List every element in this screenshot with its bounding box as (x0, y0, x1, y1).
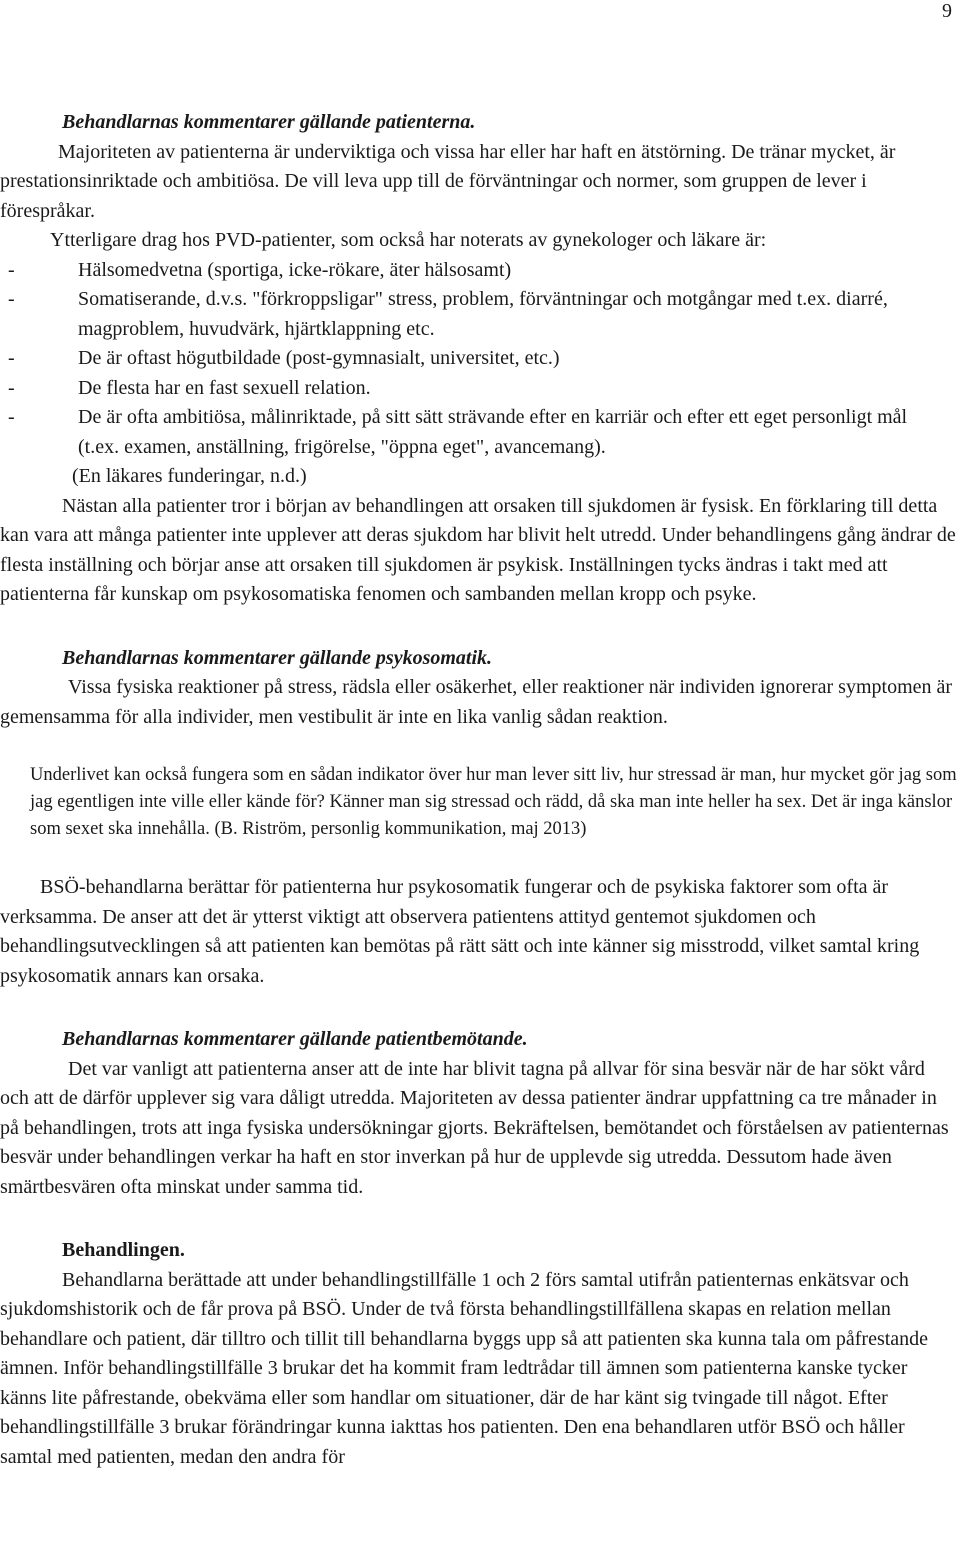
spacer (0, 732, 958, 762)
paragraph-psychosomatics-reactions: Vissa fysiska reaktioner på stress, rädsla eller osäkerhet, eller reaktioner när individen ignorerar symptomen är gemensamma för alla individer, men vestibulit är inte en lika vanlig sådan reaktion. (0, 676, 953, 728)
paragraph-treatment: Behandlarna berättade att under behandlingstillfälle 1 och 2 förs samtal utifrån patienternas enkätsvar och sjukdomshistorik och de får prova på BSÖ. Under de två första behandlingstillfällena skapas en relation mellan behandlare och patient, där tilltro och tillit till behandlarna byggs upp så att patienten ska kunna tala om påfrestande ämnen. Inför behandlingstillfälle 3 brukar det ha kommit fram ledtrådar till ämnen som patienterna kanske tycker känns lite påfrestande, obekväma eller som handlar om situationer, där de har känt sig tvingade till något. Efter behandlingstillfälle 3 brukar förändringar kunna iakttas hos patienten. Den ena behandlaren utför BSÖ och håller samtal med patienten, medan den andra för (0, 1268, 929, 1468)
spacer (0, 991, 958, 1025)
section-heading-treatment: Behandlingen. (62, 1239, 185, 1261)
paragraph-patients-belief: Nästan alla patienter tror i början av behandlingen att orsaken till sjukdomen är fysisk. En förklaring till detta kan vara att många patienter inte upplever att deras sjukdom har blivit helt utredd. Under behandlingens gång ändrar de flesta inställning och börjar anse att orsaken till sjukdomen är psykisk. Inställningen tycks ändras i takt med att patienterna får kunskap om psykosomatiska fenomen och sambanden mellan kropp och psyke. (0, 494, 956, 605)
list-item (0, 256, 958, 286)
spacer (0, 610, 958, 644)
document-body (0, 108, 958, 1472)
block-quote: Underlivet kan också fungera som en sådan indikator över hur man lever sitt liv, hur stressad är man, hur mycket gör jag som jag egentligen inte ville eller kände för? Känner man sig stressad och rädd, då ska man inte heller ha sex. Det är inga känslor som sexet ska innehålla. (B. Riström, personlig kommunikation, maj 2013) (30, 765, 957, 839)
page-number: 9 (942, 0, 952, 22)
dash-bullet: - (8, 258, 15, 281)
list-item (0, 344, 958, 374)
list-item (0, 403, 958, 462)
paragraph-patients-intro: Majoriteten av patienterna är underviktiga och vissa har eller har haft en ätstörning. De tränar mycket, är prestationsinriktade och ambitiösa. De vill leva upp till de förväntningar och normer, som gruppen de lever i förespråkar. (0, 140, 896, 222)
dash-bullet: - (8, 376, 15, 399)
dash-bullet: - (8, 406, 15, 428)
list-item-text: Hälsomedvetna (sportiga, icke-rökare, äter hälsosamt) (78, 258, 512, 281)
section-heading-psychosomatics: Behandlarnas kommentarer gällande psykosomatik. (62, 646, 493, 669)
section-heading-patients: Behandlarnas kommentarer gällande patienterna. (62, 111, 476, 133)
traits-intro: Ytterligare drag hos PVD-patienter, som också har noterats av gynekologer och läkare är: (50, 229, 767, 251)
list-item-text: De är ofta ambitiösa, målinriktade, på sitt sätt strävande efter en karriär och efter ett eget personligt mål (t.ex. examen, anställning, frigörelse, "öppna eget", avancemang). (78, 406, 908, 458)
list-item-text: De är oftast högutbildade (post-gymnasialt, universitet, etc.) (78, 347, 560, 369)
list-item-text: De flesta har en fast sexuell relation. (78, 376, 371, 399)
source-note: (En läkares funderingar, n.d.) (72, 465, 307, 487)
spacer (0, 843, 958, 873)
paragraph-psychosomatics-bso: BSÖ-behandlarna berättar för patienterna hur psykosomatik fungerar och de psykiska faktorer som ofta är verksamma. De anser att det är ytterst viktigt att observera patientens attityd gentemot sjukdomen och behandlingsutvecklingen så att patienten kan bemötas på rätt sätt och inte känner sig misstrodd, vilket samtal kring psykosomatik annars kan orsaka. (0, 876, 920, 987)
dash-bullet: - (8, 347, 15, 369)
list-item-text: Somatiserande, d.v.s. "förkroppsligar" stress, problem, förväntningar och motgångar med t.ex. diarré, magproblem, huvudvärk, hjärtklappning etc. (78, 288, 888, 340)
spacer (0, 1202, 958, 1236)
traits-list (0, 256, 958, 463)
list-item (0, 374, 958, 404)
section-heading-treatment-approach: Behandlarnas kommentarer gällande patientbemötande. (62, 1028, 528, 1050)
list-item (0, 285, 958, 344)
dash-bullet: - (8, 288, 15, 310)
paragraph-treatment-approach: Det var vanligt att patienterna anser att de inte har blivit tagna på allvar för sina besvär när de har sökt vård och att de därför upplever sig vara dåligt utredda. Majoriteten av dessa patienter ändrar uppfattning ca tre månader in på behandlingen, trots att inga fysiska undersökningar gjorts. Bekräftelsen, bemötandet och förståelsen av patienternas besvär under behandlingen verkar ha haft en stor inverkan på hur de upplevde sig utredda. Dessutom hade även smärtbesvären ofta minskat under samma tid. (0, 1057, 949, 1198)
